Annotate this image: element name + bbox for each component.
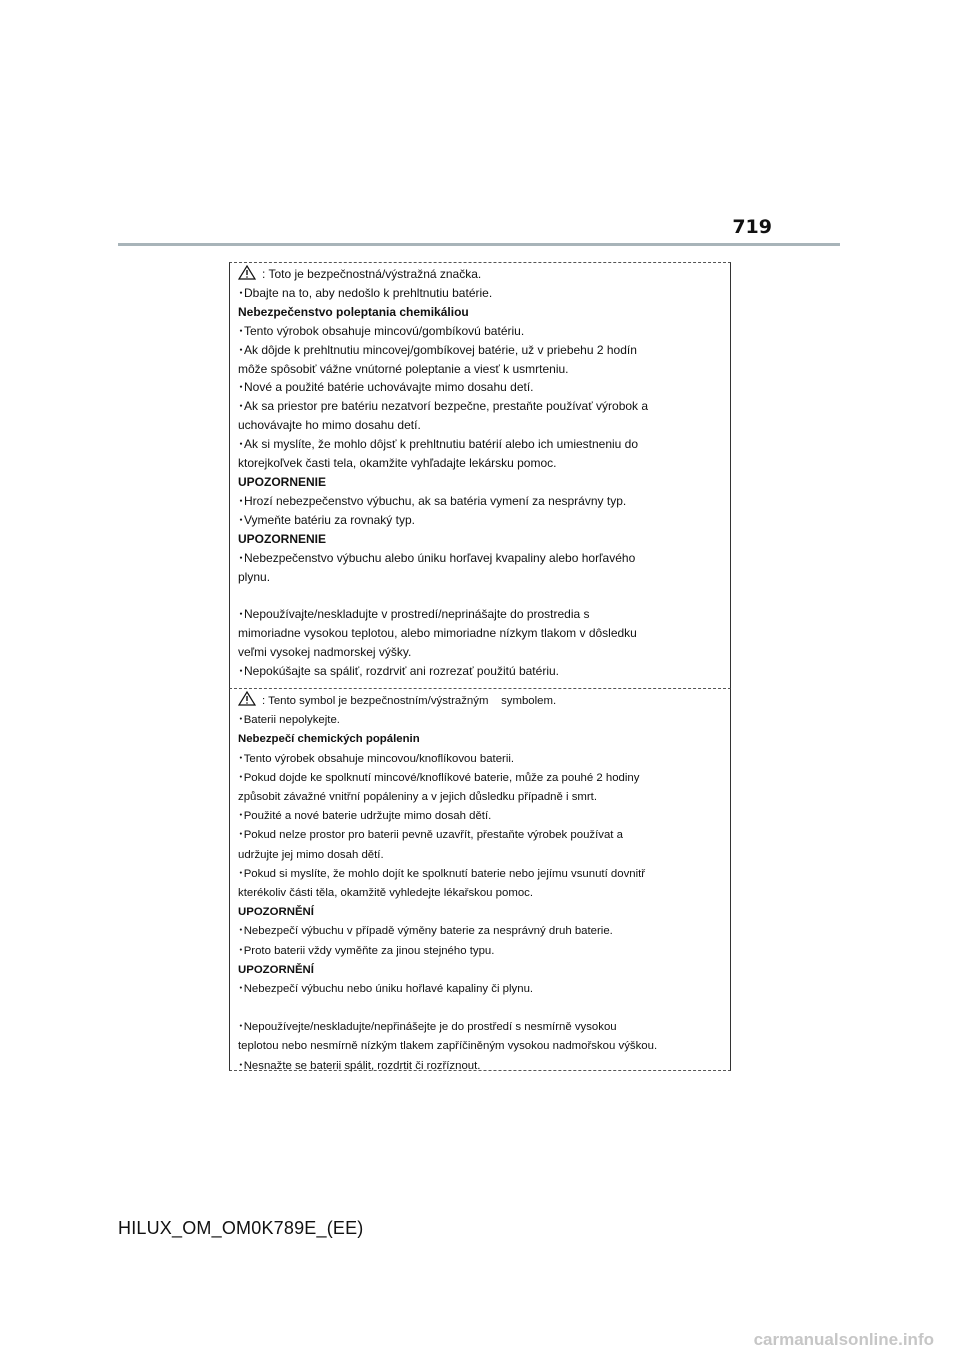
sk-spacer [238, 586, 722, 605]
cz-line-14: ･Proto baterii vždy vyměňte za jinou stejného typu. [238, 944, 495, 957]
sk-line-2: ･Dbajte na to, aby nedošlo k prehltnutiu batérie. [238, 285, 493, 300]
cz-line-19: ･Nesnažte se baterii spálit, rozdrtit či rozříznout. [238, 1059, 481, 1072]
sk-line-16: ･Nebezpečenstvo výbuchu alebo úniku horľavej kvapaliny alebo horľavého [238, 550, 636, 565]
warning-triangle-icon [238, 265, 256, 280]
cz-line-5: ･Pokud dojde ke spolknutí mincové/knoflíkové baterie, může za pouhé 2 hodiny [238, 771, 640, 784]
cz-spacer [238, 999, 722, 1018]
sk-line-9: uchovávajte ho mimo dosahu detí. [238, 418, 421, 433]
cz-line-8: ･Pokud nelze prostor pro baterii pevně uzavřít, přestaňte výrobek používat a [238, 829, 623, 842]
cz-line-1 [238, 691, 722, 711]
sk-line-14: ･Vymeňte batériu za rovnaký typ. [238, 512, 415, 527]
sk-heading-chemical: Nebezpečenstvo poleptania chemikáliou [238, 304, 469, 319]
cz-line-9: udržujte jej mimo dosah dětí. [238, 848, 384, 861]
sk-heading-caution-2: UPOZORNENIE [238, 531, 327, 546]
cz-line-4: ･Tento výrobek obsahuje mincovou/knoflíkovou baterii. [238, 752, 515, 765]
sk-line-10: ･Ak si myslíte, že mohlo dôjsť k prehltnutiu batérií alebo ich umiestneniu do [238, 437, 639, 452]
sk-line-13: ･Hrozí nebezpečenstvo výbuchu, ak sa batéria vymení za nesprávny typ. [238, 493, 627, 508]
cz-line-17: ･Nepoužívejte/neskladujte/nepřinášejte je do prostředí s nesmírně vysokou [238, 1021, 617, 1034]
sk-line-19: mimoriadne vysokou teplotou, alebo mimoriadne nízkym tlakom v dôsledku [238, 626, 637, 641]
czech-warning-panel [229, 688, 731, 1071]
cz-line-7: ･Použité a nové baterie udržujte mimo dosah dětí. [238, 810, 492, 823]
cz-line-11: kterékoliv části těla, okamžitě vyhledejte lékařskou pomoc. [238, 887, 534, 900]
cz-heading-chemical: Nebezpečí chemických popálenin [238, 733, 420, 746]
sk-line-20: veľmi vysokej nadmorskej výšky. [238, 645, 412, 660]
sk-line-18: ･Nepoužívajte/neskladujte v prostredí/neprinášajte do prostredia s [238, 607, 590, 622]
cz-heading-caution-2: UPOZORNĚNÍ [238, 963, 314, 976]
cz-line-10: ･Pokud si myslíte, že mohlo dojít ke spolknutí baterie nebo jejímu vsunutí dovnitř [238, 867, 646, 880]
sk-symbol-text: : Toto je bezpečnostná/výstražná značka. [262, 267, 482, 281]
sk-line-1 [238, 265, 722, 284]
cz-line-18: teplotou nebo nesmírně nízkým tlakem zapříčiněným vysokou nadmořskou výškou. [238, 1040, 658, 1053]
sk-heading-caution-1: UPOZORNENIE [238, 474, 327, 489]
sk-line-7: ･Nové a použité batérie uchovávajte mimo dosahu detí. [238, 380, 534, 395]
page-number: 719 [732, 216, 772, 238]
cz-line-2: ･Baterii nepolykejte. [238, 714, 340, 727]
cz-line-6: způsobit závažné vnitřní popáleniny a v jejich důsledku případně i smrt. [238, 791, 598, 804]
sk-line-8: ･Ak sa priestor pre batériu nezatvorí bezpečne, prestaňte používať výrobok a [238, 399, 649, 414]
header-rule [118, 243, 840, 246]
warning-triangle-icon [238, 691, 256, 706]
cz-symbol-text: : Tento symbol je bezpečnostním/výstražným symbolem. [262, 695, 557, 707]
sk-line-11: ktorejkoľvek časti tela, okamžite vyhľadajte lekársku pomoc. [238, 456, 557, 471]
site-watermark: carmanualsonline.info [753, 1330, 934, 1349]
sk-line-21: ･Nepokúšajte sa spáliť, rozdrviť ani rozrezať použitú batériu. [238, 664, 559, 679]
sk-line-5: ･Ak dôjde k prehltnutiu mincovej/gombíkovej batérie, už v priebehu 2 hodín [238, 342, 637, 357]
cz-line-13: ･Nebezpečí výbuchu v případě výměny baterie za nesprávný druh baterie. [238, 925, 613, 938]
cz-heading-caution-1: UPOZORNĚNÍ [238, 906, 314, 919]
cz-line-16: ･Nebezpečí výbuchu nebo úniku hořlavé kapaliny či plynu. [238, 983, 534, 996]
sk-line-6: môže spôsobiť vážne vnútorné poleptanie a viesť k usmrteniu. [238, 361, 569, 376]
sk-line-4: ･Tento výrobok obsahuje mincovú/gombíkovú batériu. [238, 323, 525, 338]
document-code: HILUX_OM_OM0K789E_(EE) [118, 1218, 364, 1238]
slovak-warning-panel [229, 262, 731, 688]
sk-line-17: plynu. [238, 569, 271, 584]
